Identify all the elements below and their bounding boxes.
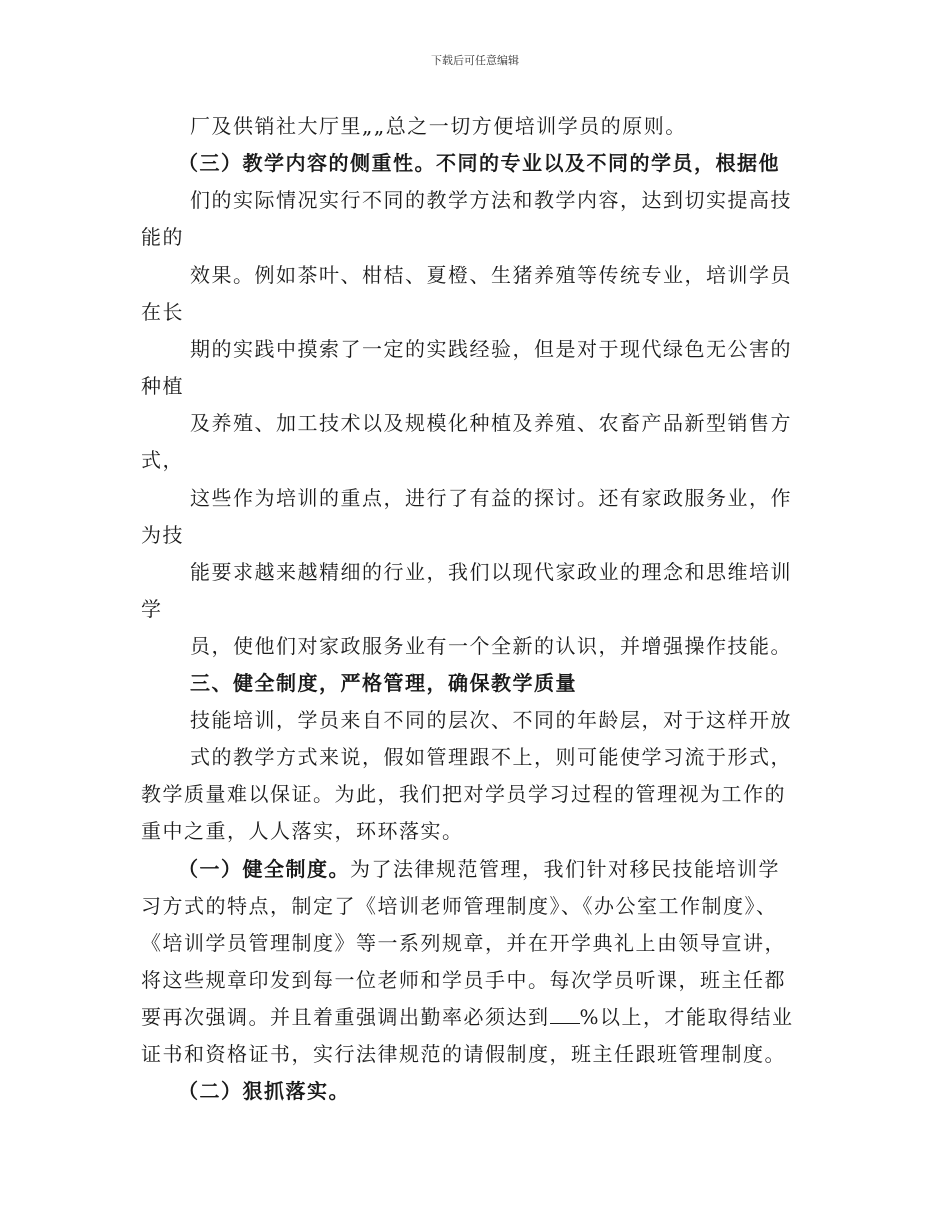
text-line: 教学质量难以保证。为此，我们把对学员学习过程的管理视为工作的 xyxy=(141,782,786,806)
text-line: 证书和资格证书，实行法律规范的请假制度，班主任跟班管理制度。 xyxy=(141,1042,786,1066)
text-line: 学 xyxy=(141,597,163,621)
text-line: 厂及供销社大厅里„„总之一切方便培训学员的原则。 xyxy=(190,114,687,138)
text-line: 习方式的特点，制定了《培训老师管理制度》、《办公室工作制度》、 xyxy=(141,894,778,918)
text-line: 能的 xyxy=(141,225,184,249)
subsection-heading: （二）狠抓落实。 xyxy=(178,1079,350,1103)
text-line xyxy=(178,855,780,883)
text-line: 们的实际情况实行不同的教学方法和教学内容，达到切实提高技 xyxy=(190,188,792,212)
text-span: 要再次强调。并且着重强调出勤率必须达到 xyxy=(141,1005,550,1029)
text-line: 技能培训，学员来自不同的层次、不同的年龄层，对于这样开放 xyxy=(190,708,792,732)
section-heading: （三）教学内容的侧重性。不同的专业以及不同的学员，根据他 xyxy=(178,151,780,175)
section-heading: 三、健全制度，严格管理，确保教学质量 xyxy=(190,671,577,695)
text-line: 效果。例如茶叶、柑桔、夏橙、生猪养殖等传统专业，培训学员 xyxy=(190,263,792,287)
text-line: 及养殖、加工技术以及规模化种植及养殖、农畜产品新型销售方 xyxy=(190,411,792,435)
text-line: 《培训学员管理制度》等一系列规章，并在开学典礼上由领导宣讲， xyxy=(141,931,786,955)
text-line: 种植 xyxy=(141,374,184,398)
text-line: 将这些规章印发到每一位老师和学员手中。每次学员听课，班主任都 xyxy=(141,968,786,992)
fill-in-blank xyxy=(550,1005,580,1024)
text-span: 为了法律规范管理，我们针对移民技能培训学 xyxy=(350,857,780,881)
text-line: 期的实践中摸索了一定的实践经验，但是对于现代绿色无公害的 xyxy=(190,337,792,361)
text-line: 在长 xyxy=(141,300,184,324)
text-line xyxy=(141,1003,794,1031)
text-line: 员，使他们对家政服务业有一个全新的认识，并增强操作技能。 xyxy=(190,634,792,658)
text-line: 为技 xyxy=(141,523,184,547)
text-line: 式的教学方式来说，假如管理跟不上，则可能使学习流于形式， xyxy=(190,745,792,769)
page-header: 下载后可任意编辑 xyxy=(431,54,519,67)
text-line: 式， xyxy=(141,448,184,472)
text-line: 重中之重，人人落实，环环落实。 xyxy=(141,819,464,843)
text-line: 这些作为培训的重点，进行了有益的探讨。还有家政服务业，作 xyxy=(190,486,792,510)
subsection-heading: （一）健全制度。 xyxy=(178,857,350,881)
text-line: 能要求越来越精细的行业，我们以现代家政业的理念和思维培训 xyxy=(190,560,792,584)
text-span: %以上，才能取得结业 xyxy=(579,1005,794,1029)
